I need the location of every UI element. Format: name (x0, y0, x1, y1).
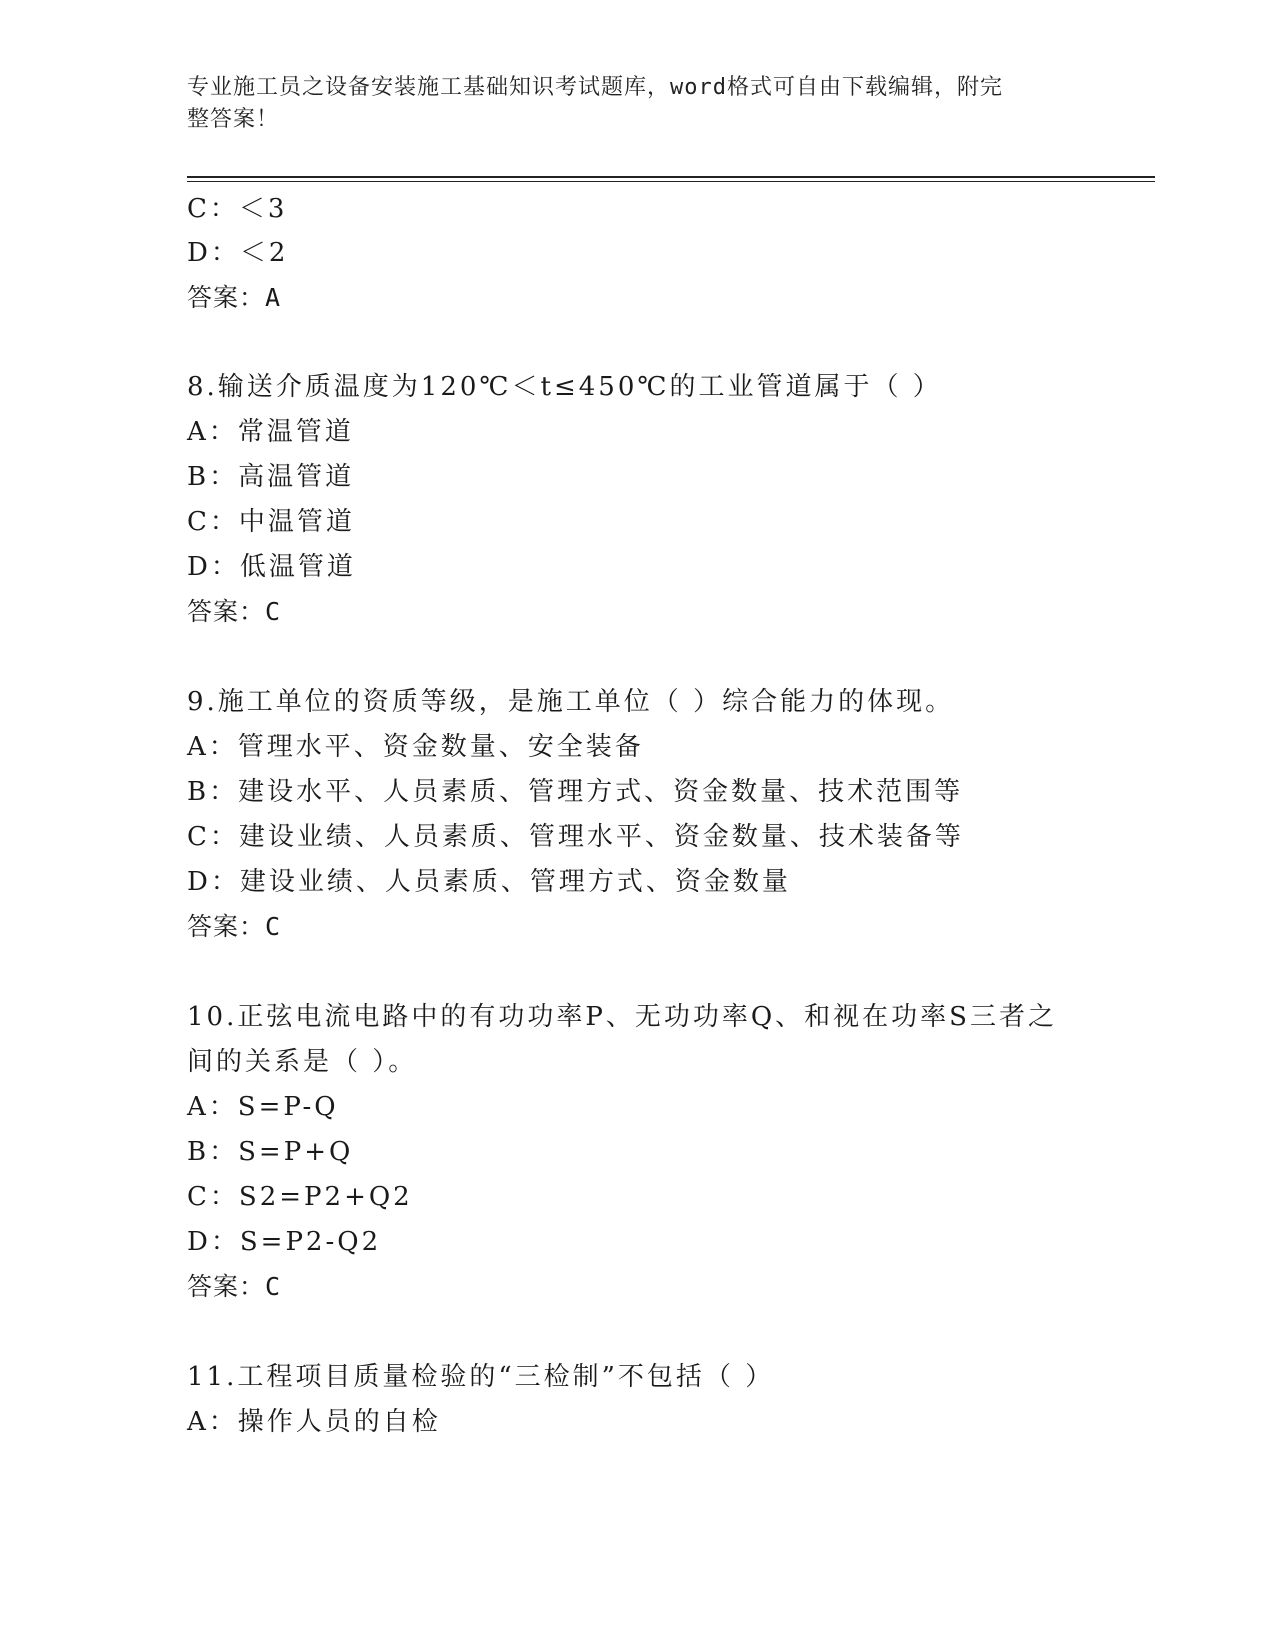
option-line: C：建设业绩、人员素质、管理水平、资金数量、技术装备等 (187, 822, 964, 852)
answer-line: 答案：C (187, 1272, 282, 1301)
option-line: B：建设水平、人员素质、管理方式、资金数量、技术范围等 (187, 777, 964, 807)
option-line: C：中温管道 (187, 507, 355, 537)
option-line: A：常温管道 (187, 417, 354, 447)
answer-line: 答案：C (187, 912, 282, 941)
option-line: A：管理水平、资金数量、安全装备 (187, 732, 644, 762)
question-line: 间的关系是（ ）。 (187, 1047, 418, 1077)
option-line: B：高温管道 (187, 462, 355, 492)
option-line: A：操作人员的自检 (187, 1407, 441, 1437)
option-line: D：低温管道 (187, 552, 356, 582)
answer-line: 答案：C (187, 597, 282, 626)
question-line: 11.工程项目质量检验的“三检制”不包括（ ） (187, 1362, 775, 1392)
question-line: 8.输送介质温度为120℃＜t≤450℃的工业管道属于（ ） (187, 372, 942, 402)
option-line: A：S=P-Q (187, 1092, 339, 1122)
header-divider-thin (187, 181, 1155, 182)
answer-line: 答案：A (187, 283, 282, 312)
option-line: C：S2=P2+Q2 (187, 1182, 413, 1212)
option-line: D：S=P2-Q2 (187, 1227, 382, 1257)
question-line: 10.正弦电流电路中的有功功率P、无功功率Q、和视在功率S三者之 (187, 1002, 1057, 1032)
option-line: C：＜3 (187, 194, 288, 224)
option-line: B：S=P+Q (187, 1137, 354, 1167)
header-line-1: 专业施工员之设备安装施工基础知识考试题库，word格式可自由下载编辑，附完 (187, 75, 1003, 100)
header-divider-thick (187, 176, 1155, 178)
option-line: D：＜2 (187, 238, 289, 268)
question-line: 9.施工单位的资质等级，是施工单位（ ）综合能力的体现。 (187, 687, 955, 717)
header-line-2: 整答案！ (187, 107, 280, 132)
option-line: D：建设业绩、人员素质、管理方式、资金数量 (187, 867, 791, 897)
document-header (187, 72, 1067, 136)
